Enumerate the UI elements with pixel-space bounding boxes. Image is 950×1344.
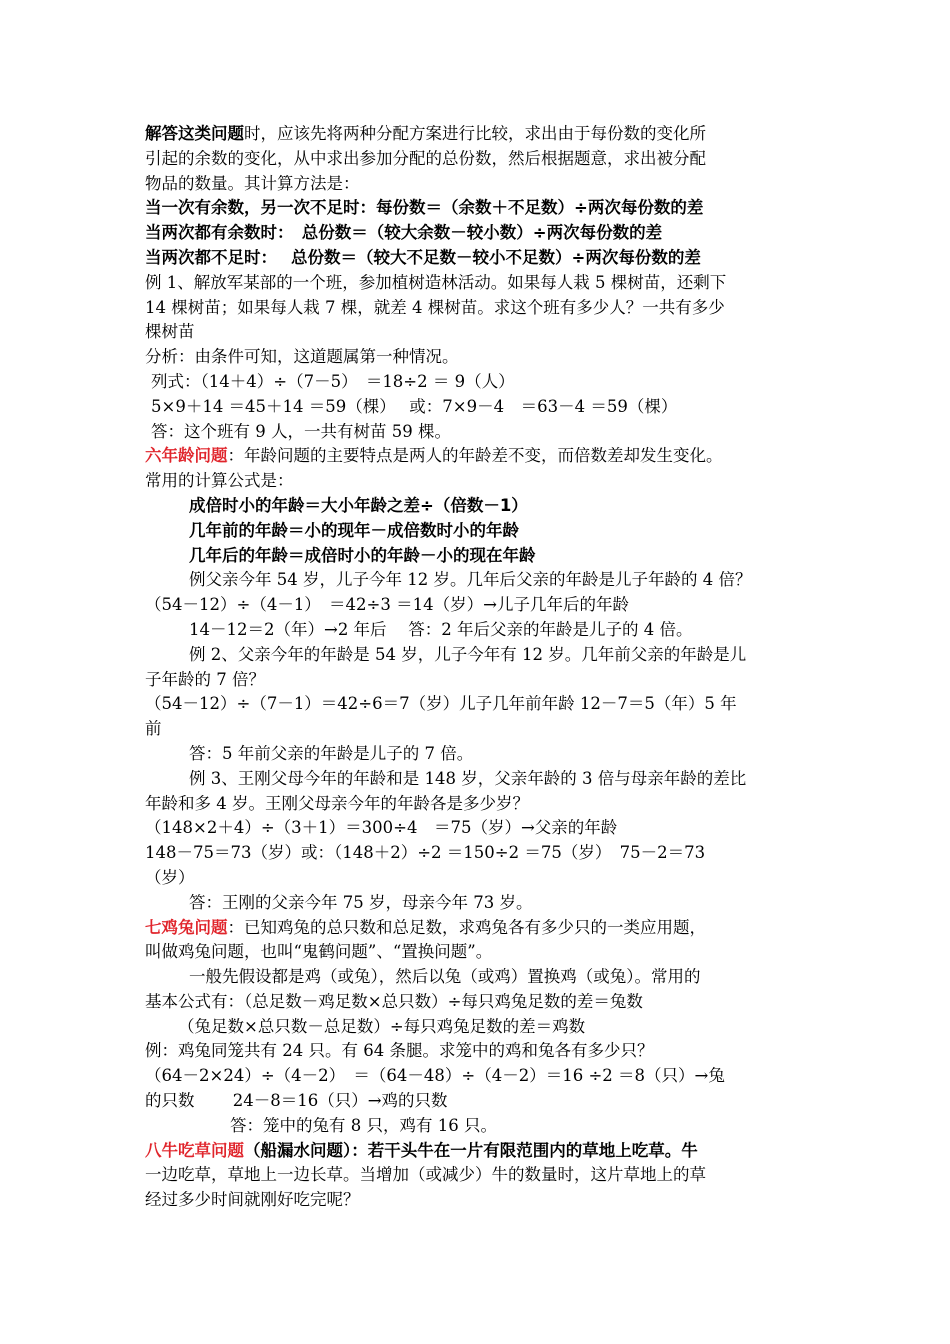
text-line: 棵树苗: [145, 322, 195, 342]
text-line: 5×9＋14 ＝45＋14 ＝59（棵） 或：7×9－4 ＝63－4 ＝59（棵）: [151, 396, 678, 416]
section-heading: 六年龄问题: [145, 446, 228, 466]
text-line: 例 3、王刚父母今年的年龄和是 148 岁，父亲年龄的 3 倍与母亲年龄的差比: [189, 768, 747, 788]
text-line: 年龄和多 4 岁。王刚父母亲今年的年龄各是多少岁？: [145, 793, 529, 813]
text-line: 常用的计算公式是：: [145, 471, 294, 491]
section-heading: 七鸡兔问题: [145, 917, 228, 937]
text-line: 14－12＝2（年）→2 年后 答：2 年后父亲的年龄是儿子的 4 倍。: [189, 619, 693, 639]
text-line: 基本公式有：（总足数－鸡足数×总只数）÷每只鸡兔足数的差＝兔数: [145, 991, 643, 1011]
text-line: （兔足数×总只数－总足数）÷每只鸡兔足数的差＝鸡数: [178, 1016, 586, 1036]
text-line: （64－2×24）÷（4－2） ＝（64－48）÷（4－2）＝16 ÷2 ＝8（只）→兔: [145, 1066, 725, 1086]
text-line: 的只数 24－8＝16（只）→鸡的只数: [145, 1091, 448, 1111]
text-line: 一边吃草，草地上一边长草。当增加（或减少）牛的数量时，这片草地上的草: [145, 1165, 706, 1185]
formula-line: 当两次都不足时： 总份数＝（较大不足数－较小不足数）÷两次每份数的差: [145, 247, 701, 267]
text-line: 解答这类问题时，应该先将两种分配方案进行比较，求出由于每份数的变化所: [145, 124, 706, 143]
formula-line: 当两次都有余数时： 总份数＝（较大余数－较小数）÷两次每份数的差: [145, 223, 663, 243]
text-line: 七鸡兔问题：已知鸡兔的总只数和总足数，求鸡兔各有多少只的一类应用题，: [145, 917, 706, 937]
text-line: （148×2＋4）÷（3＋1）＝300÷4 ＝75（岁）→父亲的年龄: [145, 818, 618, 838]
text-line: 分析：由条件可知，这道题属第一种情况。: [145, 347, 459, 367]
formula-line: 几年前的年龄＝小的现年－成倍数时小的年龄: [189, 520, 519, 540]
text-line: 答：王刚的父亲今年 75 岁，母亲今年 73 岁。: [189, 892, 533, 912]
text-line: 经过多少时间就刚好吃完呢？: [145, 1190, 360, 1210]
text-line: （54－12）÷（4－1） ＝42÷3 ＝14（岁）→儿子几年后的年龄: [145, 595, 629, 615]
section-heading: 八牛吃草问题: [145, 1140, 244, 1160]
text-line: 148－75＝73（岁）或：（148＋2）÷2 ＝150÷2 ＝75（岁） 75－2＝73: [145, 843, 706, 863]
text-line: 例：鸡兔同笼共有 24 只。有 64 条腿。求笼中的鸡和兔各有多少只？: [145, 1041, 654, 1061]
text-line: 子年龄的 7 倍？: [145, 669, 265, 689]
text-line: 一般先假设都是鸡（或兔），然后以兔（或鸡）置换鸡（或兔）。常用的: [189, 967, 701, 987]
section-subheading: （船漏水问题）: [244, 1140, 352, 1160]
text-line: 叫做鸡兔问题，也叫“鬼鹤问题”、“置换问题”。: [145, 942, 493, 962]
formula-line: 当一次有余数，另一次不足时：每份数＝（余数＋不足数）÷两次每份数的差: [145, 198, 704, 218]
text-line: 物品的数量。其计算方法是：: [145, 173, 360, 193]
text-line: 引起的余数的变化，从中求出参加分配的总份数，然后根据题意，求出被分配: [145, 148, 706, 168]
bold-lead: 解答这类问题: [145, 124, 244, 143]
text-line: 前: [145, 719, 162, 739]
text-line: 答：笼中的兔有 8 只，鸡有 16 只。: [230, 1115, 497, 1135]
text-line: 答：5 年前父亲的年龄是儿子的 7 倍。: [189, 743, 474, 763]
formula-line: 成倍时小的年龄＝大小年龄之差÷（倍数－1）: [189, 495, 528, 515]
text-line: 14 棵树苗；如果每人栽 7 棵，就差 4 棵树苗。求这个班有多少人？一共有多少: [145, 297, 725, 317]
text-line: （岁）: [145, 867, 195, 887]
document-body: [145, 122, 820, 1213]
text-line: 例 2、父亲今年的年龄是 54 岁，儿子今年有 12 岁。几年前父亲的年龄是儿: [189, 644, 747, 664]
text-line: 八牛吃草问题（船漏水问题）：若干头牛在一片有限范围内的草地上吃草。牛: [145, 1140, 698, 1160]
text-line: 例 1、解放军某部的一个班，参加植树造林活动。如果每人栽 5 棵树苗，还剩下: [145, 272, 727, 292]
text-line: 例父亲今年 54 岁，儿子今年 12 岁。几年后父亲的年龄是儿子年龄的 4 倍？: [189, 570, 752, 590]
text-line: 列式：（14＋4）÷（7－5） ＝18÷2 ＝ 9（人）: [151, 371, 515, 391]
text-line: 答：这个班有 9 人，一共有树苗 59 棵。: [151, 421, 451, 441]
text-line: （54－12）÷（7－1）＝42÷6＝7（岁）儿子几年前年龄 12－7＝5（年）5 年: [145, 694, 737, 714]
text-line: 六年龄问题：年龄问题的主要特点是两人的年龄差不变，而倍数差却发生变化。: [145, 446, 723, 466]
formula-line: 几年后的年龄＝成倍时小的年龄－小的现在年龄: [189, 545, 536, 565]
